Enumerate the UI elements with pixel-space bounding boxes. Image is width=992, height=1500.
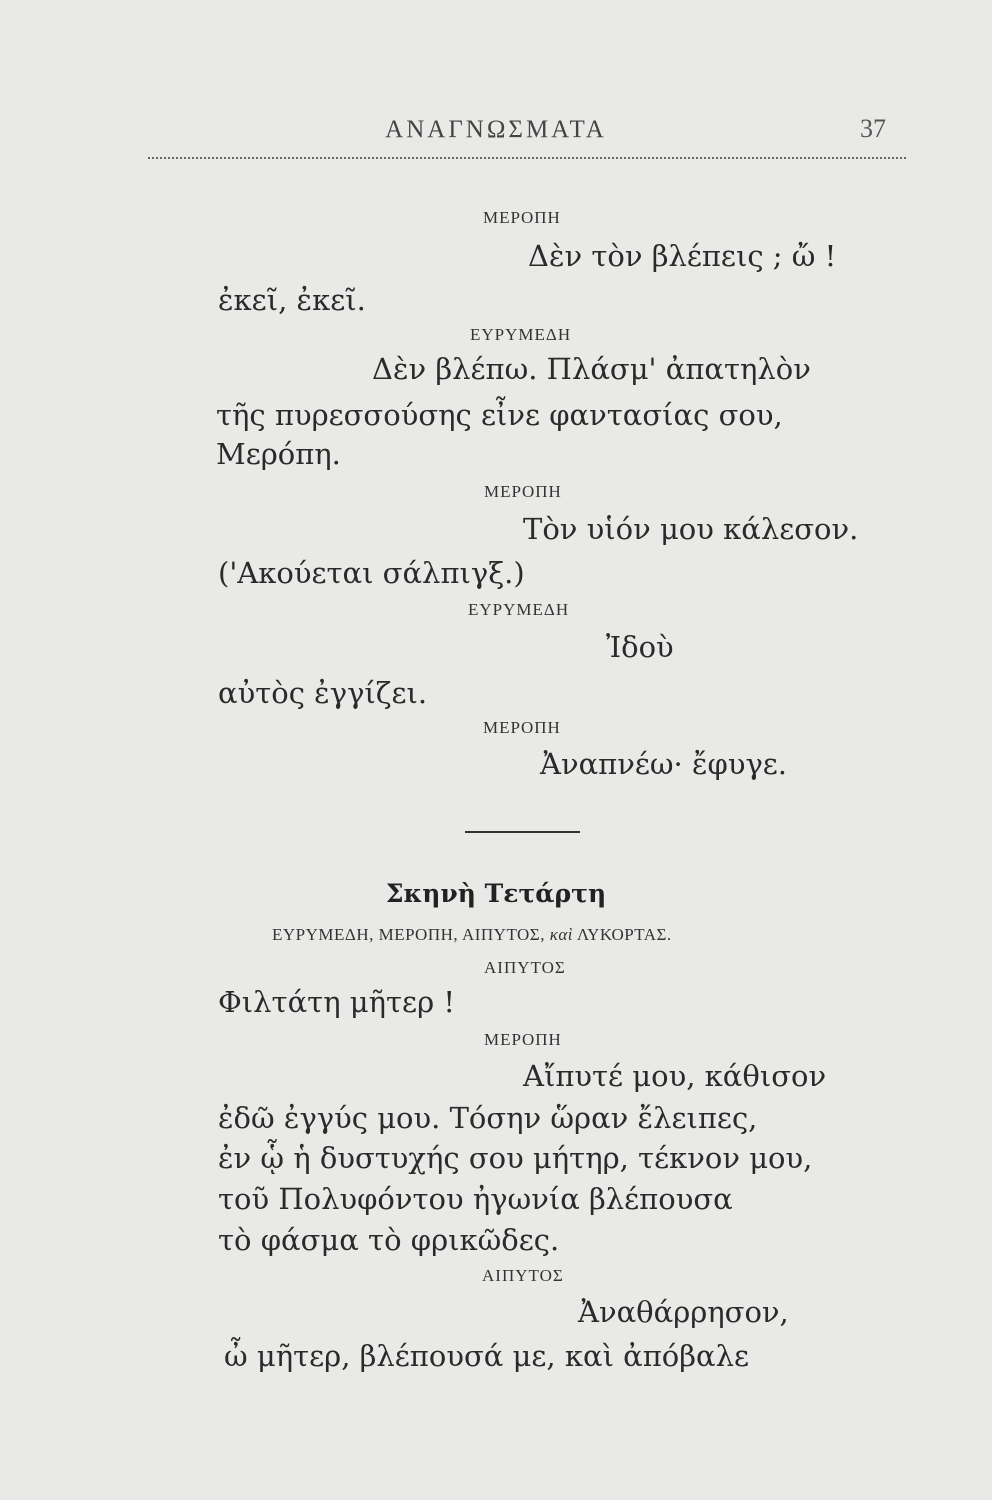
verse-line: Μερόπη. bbox=[216, 437, 341, 471]
speaker-label: ΜΕΡΟΠΗ bbox=[483, 208, 561, 227]
scene-title: Σκηνὴ Τετάρτη bbox=[385, 879, 607, 908]
verse-line: Φιλτάτη μῆτερ ! bbox=[218, 985, 455, 1019]
header-rule bbox=[148, 157, 906, 159]
speaker-label: ΜΕΡΟΠΗ bbox=[484, 482, 562, 501]
verse-line: Δὲν βλέπω. Πλάσμ' ἀπατηλὸν bbox=[372, 352, 811, 386]
verse-line: τῆς πυρεσσούσης εἶνε φαντασίας σου, bbox=[216, 398, 783, 432]
verse-line: τοῦ Πολυφόντου ἠγωνία βλέπουσα bbox=[218, 1182, 733, 1216]
verse-line: Δὲν τὸν βλέπεις ; ὤ ! bbox=[528, 239, 837, 273]
verse-line: Ἰδοὺ bbox=[606, 630, 674, 664]
stage-direction: ('Ακούεται σάλπιγξ.) bbox=[218, 556, 525, 590]
verse-line: Αἴπυτέ μου, κάθισον bbox=[523, 1059, 827, 1093]
verse-line: ὦ μῆτερ, βλέπουσά με, καὶ ἀπόβαλε bbox=[224, 1339, 750, 1373]
verse-line: αὐτὸς ἐγγίζει. bbox=[218, 676, 428, 710]
verse-line: Ἀναθάρρησον, bbox=[578, 1295, 789, 1329]
verse-line: Τὸν υἱόν μου κάλεσον. bbox=[523, 512, 859, 546]
cast-conjunction: καὶ bbox=[549, 925, 574, 944]
speaker-label: ΑΙΠΥΤΟΣ bbox=[484, 958, 566, 977]
verse-line: τὸ φάσμα τὸ φρικῶδες. bbox=[218, 1223, 560, 1257]
speaker-label: ΑΙΠΥΤΟΣ bbox=[482, 1266, 564, 1285]
cast-last-name: ΛΥΚΟΡΤΑΣ. bbox=[576, 925, 672, 944]
running-head: ΑΝΑΓΝΩΣΜΑΤΑ bbox=[385, 116, 607, 143]
cast-list bbox=[272, 925, 672, 945]
verse-line: ἐκεῖ, ἐκεῖ. bbox=[218, 283, 366, 317]
verse-line: ἐδῶ ἐγγύς μου. Τόσην ὥραν ἔλειπες, bbox=[218, 1101, 758, 1135]
page-number: 37 bbox=[860, 114, 886, 143]
verse-line: Ἀναπνέω· ἔφυγε. bbox=[540, 747, 788, 781]
scene-separator-rule bbox=[465, 831, 580, 833]
cast-names: ΕΥΡΥΜΕΔΗ, ΜΕΡΟΠΗ, ΑΙΠΥΤΟΣ, bbox=[272, 925, 545, 944]
speaker-label: ΜΕΡΟΠΗ bbox=[483, 718, 561, 737]
verse-line: ἐν ᾧ ἡ δυστυχής σου μήτηρ, τέκνον μου, bbox=[218, 1141, 813, 1175]
speaker-label: ΜΕΡΟΠΗ bbox=[484, 1030, 562, 1049]
speaker-label: ΕΥΡΥΜΕΔΗ bbox=[470, 325, 572, 344]
speaker-label: ΕΥΡΥΜΕΔΗ bbox=[468, 600, 570, 619]
